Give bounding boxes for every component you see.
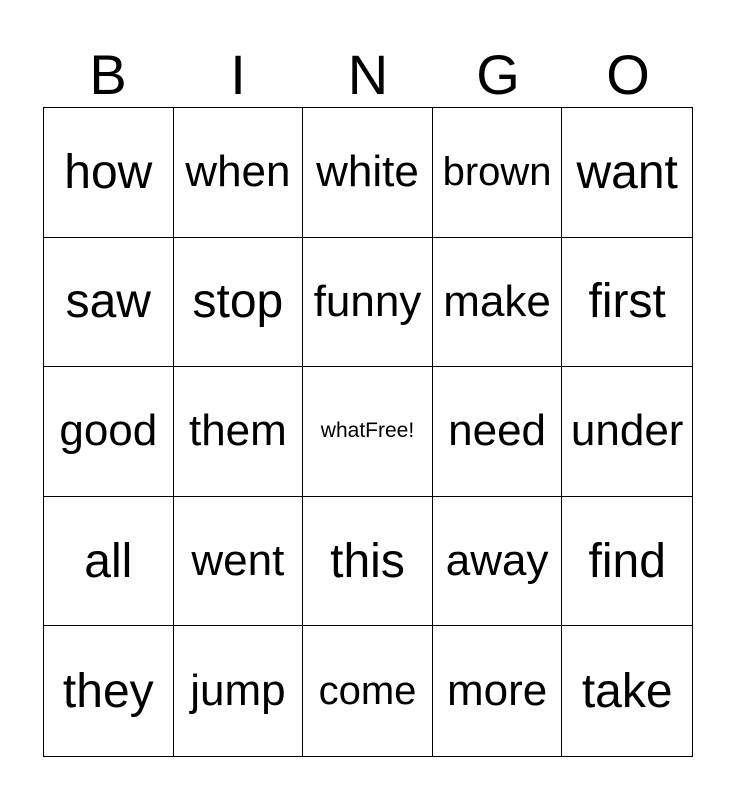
header-letter-b: B bbox=[89, 43, 127, 106]
bingo-cell[interactable]: they bbox=[44, 626, 174, 756]
bingo-cell[interactable]: away bbox=[433, 497, 563, 627]
bingo-cell[interactable]: how bbox=[44, 108, 174, 238]
bingo-header bbox=[43, 42, 693, 108]
bingo-cell[interactable]: under bbox=[562, 367, 692, 497]
bingo-cell[interactable]: first bbox=[562, 238, 692, 368]
free-space-cell[interactable]: whatFree! bbox=[303, 367, 433, 497]
bingo-cell[interactable]: went bbox=[174, 497, 304, 627]
header-letter-o: O bbox=[606, 43, 650, 106]
bingo-cell[interactable]: come bbox=[303, 626, 433, 756]
bingo-cell[interactable]: stop bbox=[174, 238, 304, 368]
bingo-cell[interactable]: take bbox=[581, 664, 673, 718]
header-letter-g: G bbox=[476, 43, 520, 106]
bingo-cell[interactable]: find bbox=[562, 497, 692, 627]
header-letter-n: N bbox=[347, 43, 389, 106]
bingo-cell[interactable]: need bbox=[433, 367, 563, 497]
bingo-cell[interactable]: all bbox=[44, 497, 174, 627]
bingo-grid bbox=[43, 107, 693, 757]
bingo-cell[interactable]: good bbox=[44, 367, 174, 497]
bingo-cell[interactable]: funny bbox=[303, 238, 433, 368]
bingo-cell[interactable]: make bbox=[433, 238, 563, 368]
bingo-cell[interactable]: this bbox=[303, 497, 433, 627]
bingo-cell[interactable]: more bbox=[433, 626, 563, 756]
bingo-cell[interactable]: brown bbox=[433, 108, 563, 238]
bingo-cell[interactable]: want bbox=[562, 108, 692, 238]
bingo-cell[interactable]: jump bbox=[174, 626, 304, 756]
bingo-cell[interactable]: saw bbox=[44, 238, 174, 368]
bingo-cell[interactable]: white bbox=[303, 108, 433, 238]
bingo-cell[interactable]: when bbox=[174, 108, 304, 238]
header-letter-i: I bbox=[230, 43, 246, 106]
bingo-cell[interactable]: them bbox=[174, 367, 304, 497]
